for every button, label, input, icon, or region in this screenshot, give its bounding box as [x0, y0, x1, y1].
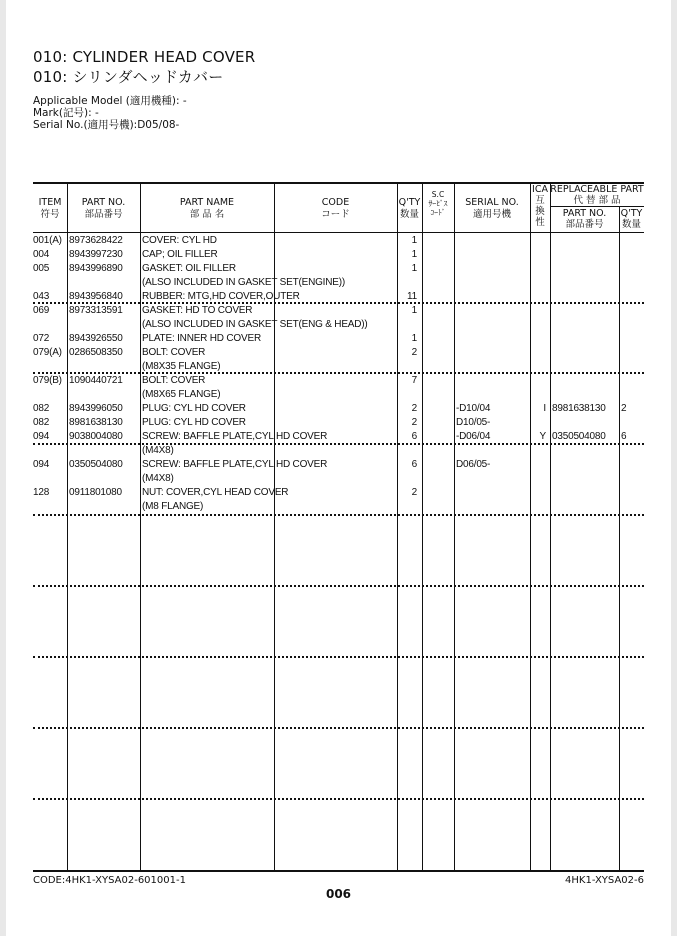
- cell-name: BOLT: COVER: [142, 347, 206, 358]
- cell-serial: -D10/04: [456, 403, 491, 414]
- cell-name: (M4X8): [142, 445, 174, 456]
- col-divider-sc: [454, 184, 455, 870]
- cell-name: PLUG: CYL HD COVER: [142, 417, 246, 428]
- cell-name: COVER: CYL HD: [142, 235, 217, 246]
- cell-qty: 2: [411, 403, 417, 414]
- header-item: ITEM 符号: [38, 197, 62, 220]
- cell-name: (M8X35 FLANGE): [142, 361, 221, 372]
- cell-item: 005: [33, 263, 50, 274]
- cell-part-no: 8973313591: [69, 305, 123, 316]
- cell-rep-no: 8981638130: [552, 403, 606, 414]
- footer-model-code: 4HK1-XYSA02-6: [565, 875, 644, 886]
- cell-qty: 2: [411, 487, 417, 498]
- header-rep-part-no: PART NO. 部品番号: [562, 208, 607, 230]
- cell-name: (ALSO INCLUDED IN GASKET SET(ENG & HEAD)): [142, 319, 368, 330]
- replaceable-subheader-border: [550, 206, 644, 207]
- cell-item: 128: [33, 487, 50, 498]
- group-separator: [33, 656, 644, 658]
- cell-name: (M8 FLANGE): [142, 501, 204, 512]
- group-separator: [33, 514, 644, 516]
- cell-serial: D10/05-: [456, 417, 491, 428]
- header-replaceable-part: REPLACEABLE PART 代 替 部 品: [550, 184, 644, 206]
- cell-item: 001(A): [33, 235, 62, 246]
- cell-qty: 1: [411, 305, 417, 316]
- cell-ica: Y: [539, 431, 546, 442]
- cell-name: SCREW: BAFFLE PLATE,CYL HD COVER: [142, 431, 328, 442]
- cell-name: SCREW: BAFFLE PLATE,CYL HD COVER: [142, 459, 328, 470]
- cell-name: BOLT: COVER: [142, 375, 206, 386]
- header-part-name: PART NAME 部 品 名: [179, 197, 235, 220]
- cell-serial: -D06/04: [456, 431, 491, 442]
- cell-item: 082: [33, 403, 50, 414]
- mark: Mark(記号): -: [33, 107, 99, 119]
- col-divider-rep-part-no: [619, 206, 620, 870]
- cell-part-no: 8943996890: [69, 263, 123, 274]
- page-edge-left: [0, 0, 6, 936]
- group-separator: [33, 372, 644, 374]
- title-english: 010: CYLINDER HEAD COVER: [33, 48, 256, 66]
- cell-part-no: 8973628422: [69, 235, 123, 246]
- cell-rep-qty: 2: [621, 403, 627, 414]
- cell-name: GASKET: OIL FILLER: [142, 263, 236, 274]
- cell-part-no: 0911801080: [69, 487, 122, 498]
- cell-item: 069: [33, 305, 50, 316]
- cell-name: (M4X8): [142, 473, 174, 484]
- cell-item: 004: [33, 249, 50, 260]
- cell-serial: D06/05-: [456, 459, 491, 470]
- cell-qty: 6: [411, 431, 417, 442]
- cell-name: NUT: COVER,CYL HEAD COVER: [142, 487, 289, 498]
- header-code: CODE コード: [321, 197, 350, 220]
- cell-part-no: 0286508350: [69, 347, 123, 358]
- group-separator: [33, 585, 644, 587]
- cell-qty: 11: [407, 291, 417, 302]
- cell-item: 043: [33, 291, 50, 302]
- cell-qty: 6: [411, 459, 417, 470]
- cell-part-no: 8943956840: [69, 291, 123, 302]
- col-divider-part-no: [140, 184, 141, 870]
- serial-number-range: Serial No.(適用号機):D05/08-: [33, 119, 180, 131]
- header-qty: Q'TY 数量: [398, 197, 421, 220]
- page-number: 006: [325, 887, 352, 901]
- cell-name: (ALSO INCLUDED IN GASKET SET(ENGINE)): [142, 277, 346, 288]
- group-separator: [33, 798, 644, 800]
- cell-item: 082: [33, 417, 50, 428]
- cell-qty: 1: [411, 333, 417, 344]
- cell-name: PLATE: INNER HD COVER: [142, 333, 261, 344]
- table-header-border: [33, 232, 644, 233]
- cell-part-no: 9038004080: [69, 431, 123, 442]
- cell-part-no: 0350504080: [69, 459, 123, 470]
- footer-code: CODE:4HK1-XYSA02-601001-1: [33, 875, 186, 886]
- cell-item: 072: [33, 333, 50, 344]
- page-edge-right: [671, 0, 677, 936]
- col-divider-item: [67, 184, 68, 870]
- cell-item: 079(A): [33, 347, 62, 358]
- cell-rep-qty: 6: [621, 431, 627, 442]
- cell-part-no: 8943926550: [69, 333, 123, 344]
- cell-item: 094: [33, 459, 50, 470]
- table-bottom-border: [33, 870, 644, 872]
- header-part-no: PART NO. 部品番号: [81, 197, 126, 220]
- applicable-model: Applicable Model (適用機種): -: [33, 95, 187, 107]
- cell-qty: 1: [411, 235, 417, 246]
- cell-part-no: 1090440721: [69, 375, 123, 386]
- cell-ica: I: [543, 403, 546, 414]
- cell-rep-no: 0350504080: [552, 431, 606, 442]
- header-rep-qty: Q'TY 数量: [620, 208, 643, 230]
- col-divider-ica: [550, 184, 551, 870]
- cell-item: 079(B): [33, 375, 62, 386]
- title-japanese: 010: シリンダヘッドカバー: [33, 68, 224, 86]
- cell-part-no: 8943997230: [69, 249, 123, 260]
- cell-name: PLUG: CYL HD COVER: [142, 403, 246, 414]
- cell-name: (M8X65 FLANGE): [142, 389, 221, 400]
- col-divider-serial: [530, 184, 531, 870]
- cell-part-no: 8943996050: [69, 403, 123, 414]
- group-separator: [33, 727, 644, 729]
- cell-name: RUBBER: MTG,HD COVER,OUTER: [142, 291, 300, 302]
- group-separator: [33, 302, 644, 304]
- cell-qty: 7: [411, 375, 417, 386]
- cell-part-no: 8981638130: [69, 417, 123, 428]
- cell-item: 094: [33, 431, 50, 442]
- cell-name: GASKET: HD TO COVER: [142, 305, 253, 316]
- cell-qty: 2: [411, 347, 417, 358]
- header-interchangeability: ICA 互 換 性: [532, 184, 548, 228]
- header-service-code: S.C ｻｰﾋﾞｽ ｺｰﾄﾞ: [428, 190, 448, 217]
- col-divider-qty: [422, 184, 423, 870]
- header-serial-no: SERIAL NO. 適用号機: [465, 197, 519, 220]
- cell-name: CAP; OIL FILLER: [142, 249, 218, 260]
- cell-qty: 1: [411, 249, 417, 260]
- cell-qty: 2: [411, 417, 417, 428]
- cell-qty: 1: [411, 263, 417, 274]
